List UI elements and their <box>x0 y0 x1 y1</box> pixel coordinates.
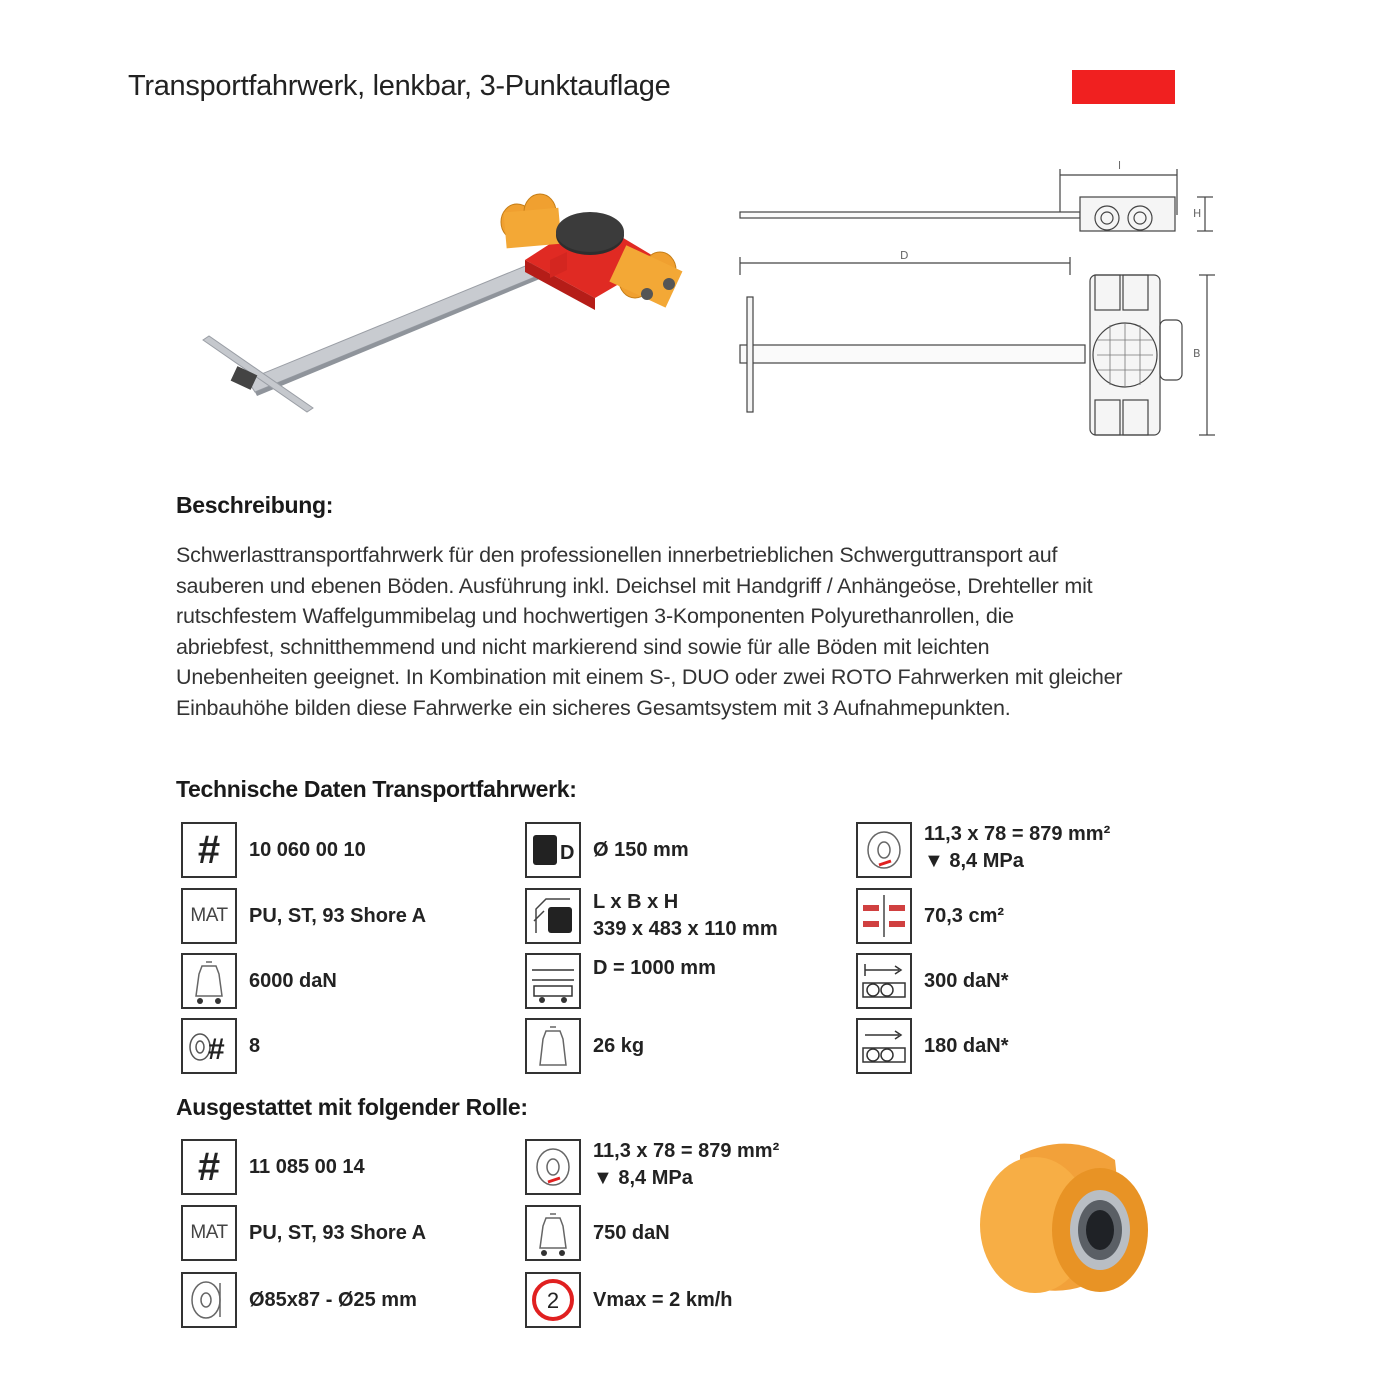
roller-size-icon <box>181 1272 237 1328</box>
product-photo <box>195 190 695 430</box>
description-line: rutschfestem Waffelgummibelag und hochwertigen 3-Komponenten Polyurethanrollen, die <box>176 604 1014 628</box>
roller-contact-area: 11,3 x 78 = 879 mm² ▼ 8,4 MPa <box>525 1138 779 1196</box>
roller-contact-icon <box>525 1139 581 1195</box>
roller-material: MAT PU, ST, 93 Shore A <box>181 1204 426 1262</box>
dim-label-d: D <box>900 249 909 262</box>
spec-rolling-force: 180 daN* <box>856 1017 1009 1075</box>
brand-color-bar <box>1072 70 1175 104</box>
svg-text:#: # <box>208 1033 225 1066</box>
dim-label-l: l <box>1118 159 1122 172</box>
start-force-icon <box>856 953 912 1009</box>
dim-label-b: B <box>1193 347 1201 360</box>
roller-article-no: # 11 085 00 14 <box>181 1138 365 1196</box>
spec-start-force: 300 daN* <box>856 952 1009 1010</box>
description-line: sauberen und ebenen Böden. Ausführung inkl. Deichsel mit Handgriff / Anhängeöse, Drehteller mit <box>176 573 1093 598</box>
spec-contact-area: 11,3 x 78 = 879 mm² ▼ 8,4 MPa <box>856 821 1110 879</box>
load-capacity-icon <box>181 953 237 1009</box>
load-capacity-icon <box>525 1205 581 1261</box>
page-title: Transportfahrwerk, lenkbar, 3-Punktauflage <box>128 70 671 102</box>
description-line: Schwerlasttransportfahrwerk für den professionellen innerbetrieblichen Schwerguttransport auf <box>176 543 1058 567</box>
weight-icon <box>525 1018 581 1074</box>
material-icon: MAT <box>181 888 237 944</box>
roller-contact-icon <box>856 822 912 878</box>
spec-dimensions: L x B x H 339 x 483 x 110 mm <box>525 887 778 945</box>
hash-icon: # <box>181 822 237 878</box>
rolling-force-icon <box>856 1018 912 1074</box>
spec-turntable: D Ø 150 mm <box>525 821 689 879</box>
turntable-icon <box>525 822 581 878</box>
description-text <box>176 540 1286 723</box>
dimensions-icon <box>525 888 581 944</box>
spec-roller-count: # 8 <box>181 1017 260 1075</box>
description-line: Einbauhöhe bilden diese Fahrwerke ein sicheres Gesamtsystem mit 3 Aufnahmepunkten. <box>176 695 1011 720</box>
material-icon: MAT <box>181 1205 237 1261</box>
spec-capacity: 6000 daN <box>181 952 337 1010</box>
roller-capacity: 750 daN <box>525 1204 670 1262</box>
spec-weight: 26 kg <box>525 1017 644 1075</box>
roller-size: Ø85x87 - Ø25 mm <box>181 1271 417 1329</box>
spec-surface: 70,3 cm² <box>856 887 1004 945</box>
roller-speed: 2 Vmax = 2 km/h <box>525 1271 733 1329</box>
spec-drawbar: D = 1000 mm <box>525 952 716 1010</box>
roller-photo <box>975 1135 1160 1310</box>
svg-text:D: D <box>560 842 575 864</box>
description-line: Unebenheiten geeignet. In Kombination mit einem S-, DUO oder zwei ROTO Fahrwerken mit gleicher <box>176 665 1123 689</box>
roller-heading: Ausgestattet mit folgender Rolle: <box>176 1094 528 1120</box>
spec-heading: Technische Daten Transportfahrwerk: <box>176 776 577 802</box>
technical-drawing-top <box>735 245 1225 445</box>
description-line: abriebfest, schnitthemmend und nicht markierend sind sowie für alle Böden mit leichten <box>176 634 990 659</box>
technical-drawing-side <box>735 155 1225 245</box>
roller-count-icon <box>181 1018 237 1074</box>
drawbar-icon <box>525 953 581 1009</box>
svg-text:2: 2 <box>546 1288 560 1313</box>
hash-icon: # <box>181 1139 237 1195</box>
spec-article-no: # 10 060 00 10 <box>181 821 366 879</box>
dim-label-h: H <box>1193 207 1202 220</box>
surface-area-icon <box>856 888 912 944</box>
description-heading: Beschreibung: <box>176 492 334 518</box>
speed-limit-icon <box>525 1272 581 1328</box>
spec-material: MAT PU, ST, 93 Shore A <box>181 887 426 945</box>
